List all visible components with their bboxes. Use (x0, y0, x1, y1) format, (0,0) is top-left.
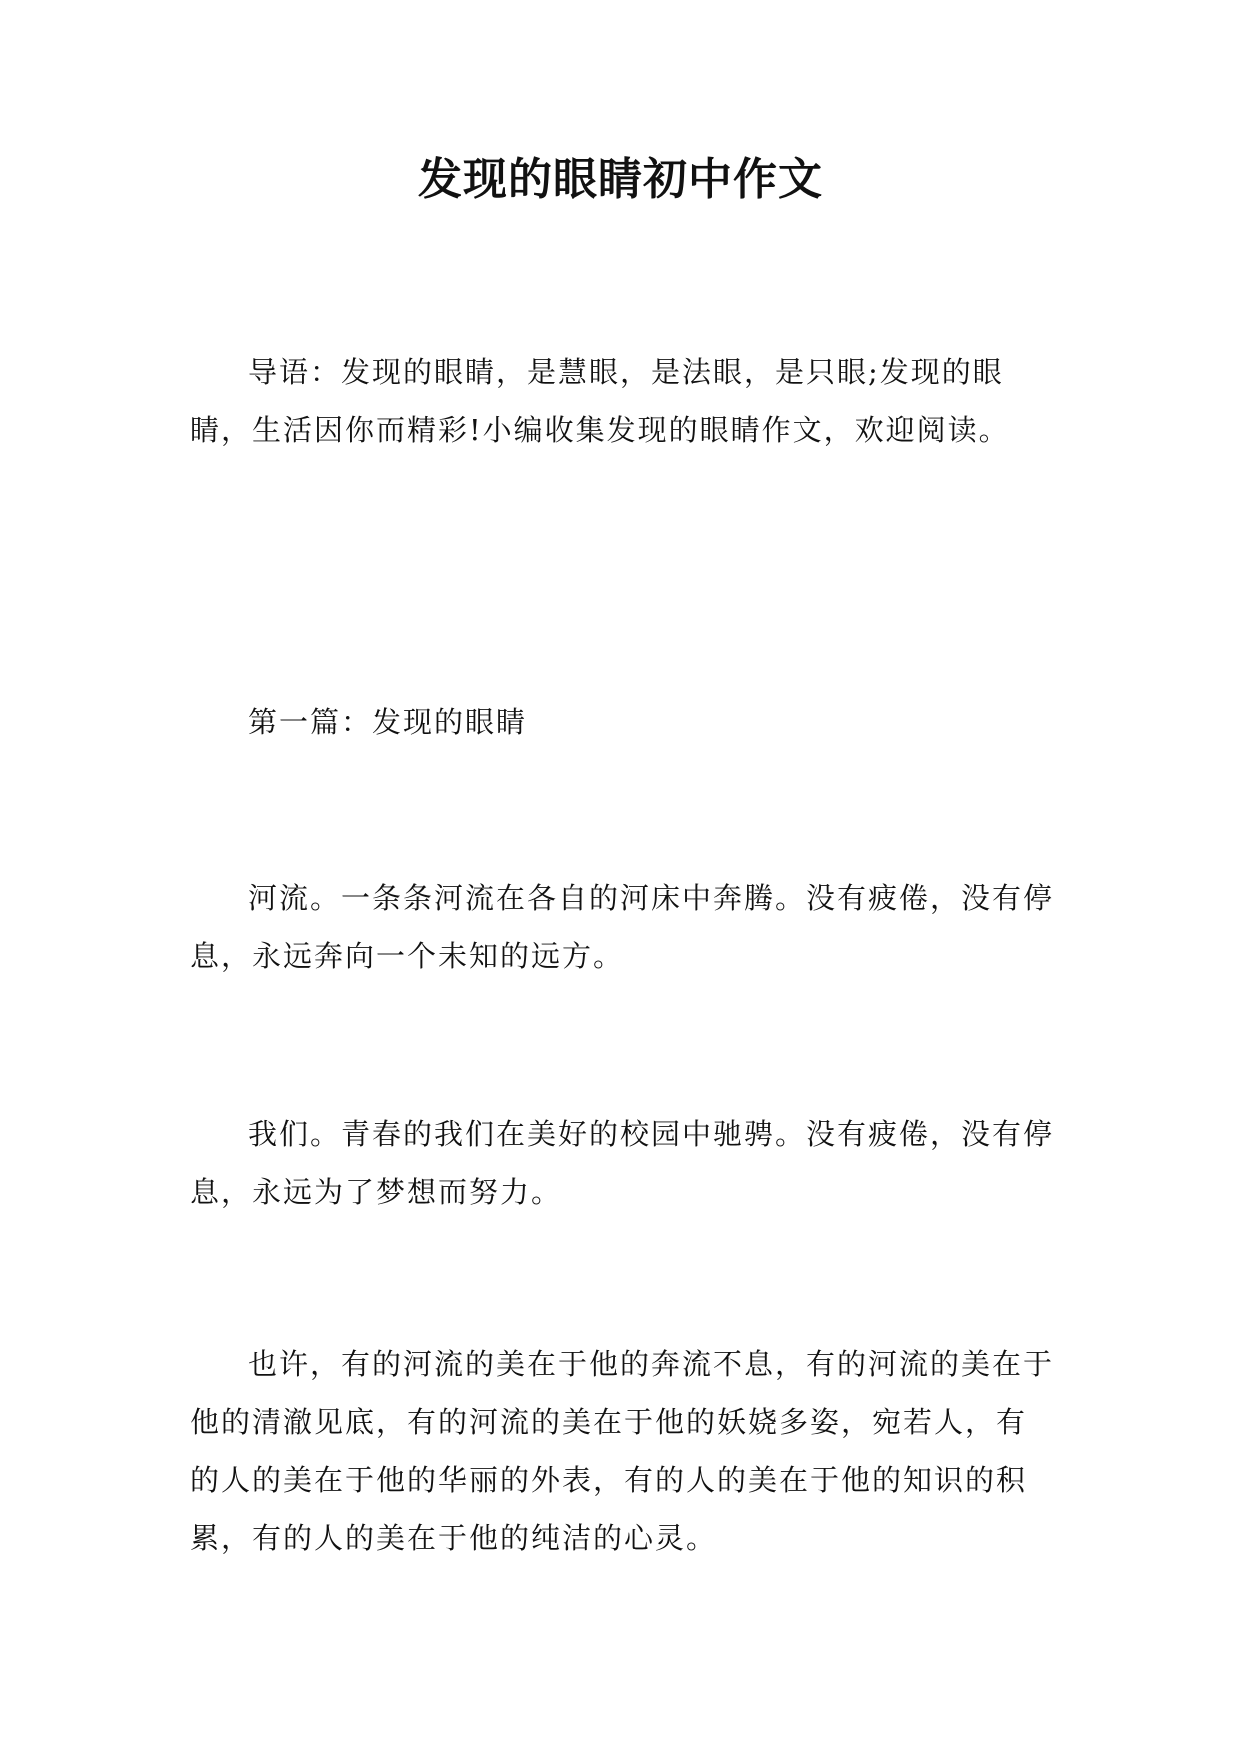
page-title: 发现的眼睛初中作文 (418, 154, 823, 205)
body-paragraph-river: 河流。一条条河流在各自的河床中奔腾。没有疲倦，没有停息，永远奔向一个未知的远方。 (190, 881, 1055, 973)
body-paragraph-us: 我们。青春的我们在美好的校园中驰骋。没有疲倦，没有停息，永远为了梦想而努力。 (190, 1117, 1055, 1209)
intro-paragraph: 导语：发现的眼睛，是慧眼，是法眼，是只眼;发现的眼睛，生活因你而精彩!小编收集发现的眼睛作文，欢迎阅读。 (190, 355, 1010, 447)
body-paragraph-maybe: 也许，有的河流的美在于他的奔流不息，有的河流的美在于他的清澈见底，有的河流的美在于他的妖娆多姿，宛若人，有的人的美在于他的华丽的外表，有的人的美在于他的知识的积累，有的人的美在于他的纯洁的心灵。 (190, 1347, 1055, 1555)
section-heading: 第一篇：发现的眼睛 (248, 705, 528, 739)
